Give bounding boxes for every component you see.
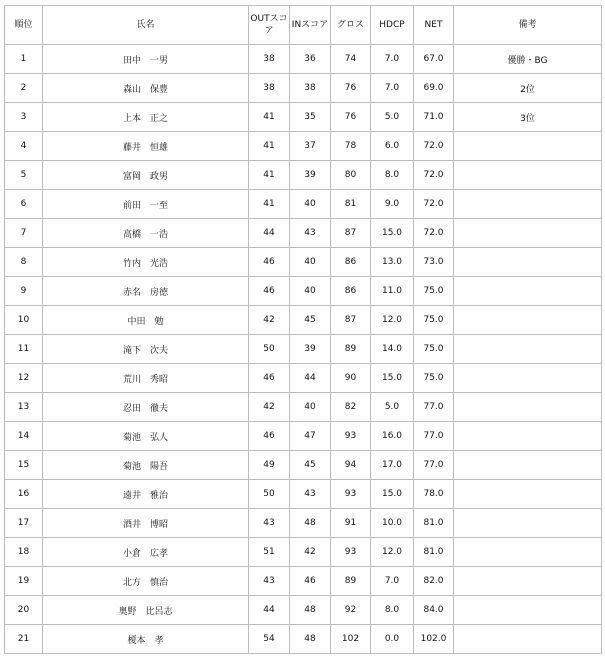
- table-row: [5, 538, 602, 567]
- cell-name: 酒井 博昭: [43, 509, 249, 538]
- header-gross: グロス: [331, 6, 371, 45]
- cell-note: [454, 451, 602, 480]
- cell-rank: 14: [5, 422, 43, 451]
- table-row: [5, 190, 602, 219]
- cell-note: [454, 596, 602, 625]
- cell-name: 北方 慎治: [43, 567, 249, 596]
- cell-name: 上本 正之: [43, 103, 249, 132]
- cell-note: [454, 364, 602, 393]
- cell-rank: 15: [5, 451, 43, 480]
- cell-gross: 90: [331, 364, 371, 393]
- cell-gross: 74: [331, 45, 371, 74]
- cell-out-score: 46: [249, 277, 290, 306]
- cell-note: [454, 393, 602, 422]
- cell-out-score: 43: [249, 567, 290, 596]
- cell-hdcp: 16.0: [371, 422, 414, 451]
- cell-note: [454, 567, 602, 596]
- cell-gross: 94: [331, 451, 371, 480]
- cell-out-score: 46: [249, 364, 290, 393]
- table-row: [5, 422, 602, 451]
- cell-name: 前田 一至: [43, 190, 249, 219]
- cell-gross: 87: [331, 306, 371, 335]
- cell-out-score: 38: [249, 45, 290, 74]
- cell-note: 3位: [454, 103, 602, 132]
- cell-name: 森山 保豊: [43, 74, 249, 103]
- cell-note: 優勝・BG: [454, 45, 602, 74]
- cell-in-score: 42: [290, 538, 331, 567]
- cell-net: 67.0: [414, 45, 454, 74]
- cell-note: [454, 538, 602, 567]
- cell-hdcp: 7.0: [371, 74, 414, 103]
- cell-in-score: 40: [290, 277, 331, 306]
- cell-rank: 9: [5, 277, 43, 306]
- cell-rank: 5: [5, 161, 43, 190]
- cell-rank: 4: [5, 132, 43, 161]
- cell-in-score: 38: [290, 74, 331, 103]
- cell-gross: 93: [331, 538, 371, 567]
- cell-gross: 93: [331, 480, 371, 509]
- cell-name: 赤名 房徳: [43, 277, 249, 306]
- cell-net: 82.0: [414, 567, 454, 596]
- cell-rank: 18: [5, 538, 43, 567]
- cell-name: 高橋 一浩: [43, 219, 249, 248]
- cell-gross: 92: [331, 596, 371, 625]
- cell-note: [454, 219, 602, 248]
- cell-hdcp: 15.0: [371, 364, 414, 393]
- cell-in-score: 45: [290, 451, 331, 480]
- cell-in-score: 40: [290, 248, 331, 277]
- header-in-score: INスコア: [290, 6, 331, 45]
- cell-name: 遠井 雅治: [43, 480, 249, 509]
- cell-name: 榎本 孝: [43, 625, 249, 654]
- cell-rank: 19: [5, 567, 43, 596]
- cell-in-score: 37: [290, 132, 331, 161]
- cell-out-score: 46: [249, 248, 290, 277]
- cell-gross: 76: [331, 74, 371, 103]
- cell-in-score: 45: [290, 306, 331, 335]
- cell-net: 75.0: [414, 277, 454, 306]
- cell-out-score: 51: [249, 538, 290, 567]
- cell-note: [454, 480, 602, 509]
- header-out-score: OUTスコア: [249, 6, 290, 45]
- cell-rank: 2: [5, 74, 43, 103]
- table-row: [5, 248, 602, 277]
- cell-name: 奥野 比呂志: [43, 596, 249, 625]
- cell-out-score: 41: [249, 103, 290, 132]
- cell-gross: 93: [331, 422, 371, 451]
- cell-net: 72.0: [414, 219, 454, 248]
- cell-hdcp: 8.0: [371, 596, 414, 625]
- cell-rank: 21: [5, 625, 43, 654]
- cell-net: 73.0: [414, 248, 454, 277]
- cell-gross: 80: [331, 161, 371, 190]
- cell-rank: 7: [5, 219, 43, 248]
- cell-net: 84.0: [414, 596, 454, 625]
- cell-net: 75.0: [414, 335, 454, 364]
- cell-gross: 86: [331, 248, 371, 277]
- cell-out-score: 44: [249, 219, 290, 248]
- cell-in-score: 47: [290, 422, 331, 451]
- table-row: [5, 45, 602, 74]
- cell-out-score: 49: [249, 451, 290, 480]
- table-row: [5, 393, 602, 422]
- cell-net: 75.0: [414, 364, 454, 393]
- cell-out-score: 42: [249, 393, 290, 422]
- cell-hdcp: 12.0: [371, 306, 414, 335]
- cell-out-score: 44: [249, 596, 290, 625]
- cell-rank: 20: [5, 596, 43, 625]
- cell-in-score: 48: [290, 509, 331, 538]
- cell-hdcp: 8.0: [371, 161, 414, 190]
- header-row: [5, 6, 602, 45]
- cell-name: 菊池 陽吾: [43, 451, 249, 480]
- cell-rank: 12: [5, 364, 43, 393]
- cell-hdcp: 10.0: [371, 509, 414, 538]
- table-row: [5, 335, 602, 364]
- cell-hdcp: 9.0: [371, 190, 414, 219]
- cell-in-score: 40: [290, 190, 331, 219]
- cell-out-score: 41: [249, 161, 290, 190]
- cell-note: [454, 422, 602, 451]
- table-row: [5, 103, 602, 132]
- cell-out-score: 46: [249, 422, 290, 451]
- cell-gross: 87: [331, 219, 371, 248]
- cell-in-score: 43: [290, 480, 331, 509]
- cell-out-score: 38: [249, 74, 290, 103]
- cell-gross: 86: [331, 277, 371, 306]
- table-header: [5, 6, 602, 45]
- cell-gross: 82: [331, 393, 371, 422]
- header-rank: 順位: [5, 6, 43, 45]
- cell-in-score: 43: [290, 219, 331, 248]
- table-row: [5, 567, 602, 596]
- cell-name: 田中 一男: [43, 45, 249, 74]
- cell-rank: 11: [5, 335, 43, 364]
- table-row: [5, 480, 602, 509]
- cell-note: [454, 335, 602, 364]
- cell-rank: 17: [5, 509, 43, 538]
- cell-hdcp: 15.0: [371, 219, 414, 248]
- cell-net: 72.0: [414, 132, 454, 161]
- cell-name: 菊池 弘人: [43, 422, 249, 451]
- cell-rank: 3: [5, 103, 43, 132]
- cell-hdcp: 12.0: [371, 538, 414, 567]
- cell-net: 71.0: [414, 103, 454, 132]
- cell-out-score: 43: [249, 509, 290, 538]
- cell-net: 75.0: [414, 306, 454, 335]
- cell-in-score: 35: [290, 103, 331, 132]
- cell-note: 2位: [454, 74, 602, 103]
- table-row: [5, 451, 602, 480]
- cell-name: 富岡 政男: [43, 161, 249, 190]
- cell-rank: 13: [5, 393, 43, 422]
- cell-name: 忍田 徹夫: [43, 393, 249, 422]
- cell-name: 藤井 恒雄: [43, 132, 249, 161]
- cell-net: 81.0: [414, 538, 454, 567]
- cell-in-score: 46: [290, 567, 331, 596]
- cell-net: 69.0: [414, 74, 454, 103]
- cell-hdcp: 11.0: [371, 277, 414, 306]
- table-row: [5, 277, 602, 306]
- cell-note: [454, 625, 602, 654]
- header-note: 備考: [454, 6, 602, 45]
- cell-note: [454, 248, 602, 277]
- cell-gross: 89: [331, 567, 371, 596]
- header-hdcp: HDCP: [371, 6, 414, 45]
- cell-gross: 102: [331, 625, 371, 654]
- cell-in-score: 48: [290, 625, 331, 654]
- cell-note: [454, 161, 602, 190]
- cell-out-score: 54: [249, 625, 290, 654]
- cell-net: 81.0: [414, 509, 454, 538]
- cell-out-score: 50: [249, 480, 290, 509]
- cell-note: [454, 306, 602, 335]
- cell-hdcp: 5.0: [371, 103, 414, 132]
- table-row: [5, 509, 602, 538]
- table-row: [5, 625, 602, 654]
- cell-name: 中田 勉: [43, 306, 249, 335]
- table-row: [5, 132, 602, 161]
- cell-in-score: 40: [290, 393, 331, 422]
- table-row: [5, 161, 602, 190]
- cell-out-score: 50: [249, 335, 290, 364]
- cell-hdcp: 0.0: [371, 625, 414, 654]
- cell-hdcp: 6.0: [371, 132, 414, 161]
- cell-name: 滝下 次夫: [43, 335, 249, 364]
- cell-note: [454, 277, 602, 306]
- table-row: [5, 306, 602, 335]
- table-row: [5, 219, 602, 248]
- cell-gross: 91: [331, 509, 371, 538]
- cell-name: 小倉 広孝: [43, 538, 249, 567]
- cell-hdcp: 14.0: [371, 335, 414, 364]
- cell-gross: 76: [331, 103, 371, 132]
- table-row: [5, 364, 602, 393]
- cell-rank: 6: [5, 190, 43, 219]
- cell-in-score: 39: [290, 335, 331, 364]
- cell-in-score: 44: [290, 364, 331, 393]
- cell-out-score: 41: [249, 190, 290, 219]
- header-net: NET: [414, 6, 454, 45]
- cell-out-score: 42: [249, 306, 290, 335]
- cell-gross: 78: [331, 132, 371, 161]
- cell-net: 72.0: [414, 190, 454, 219]
- cell-in-score: 39: [290, 161, 331, 190]
- cell-note: [454, 509, 602, 538]
- cell-hdcp: 7.0: [371, 45, 414, 74]
- cell-net: 78.0: [414, 480, 454, 509]
- cell-rank: 10: [5, 306, 43, 335]
- cell-note: [454, 132, 602, 161]
- cell-hdcp: 17.0: [371, 451, 414, 480]
- cell-net: 72.0: [414, 161, 454, 190]
- cell-rank: 8: [5, 248, 43, 277]
- cell-net: 77.0: [414, 451, 454, 480]
- cell-hdcp: 7.0: [371, 567, 414, 596]
- cell-net: 77.0: [414, 393, 454, 422]
- cell-net: 102.0: [414, 625, 454, 654]
- cell-in-score: 36: [290, 45, 331, 74]
- cell-name: 荒川 秀昭: [43, 364, 249, 393]
- cell-out-score: 41: [249, 132, 290, 161]
- header-name: 氏名: [43, 6, 249, 45]
- table-body: [5, 45, 602, 654]
- cell-hdcp: 15.0: [371, 480, 414, 509]
- cell-gross: 81: [331, 190, 371, 219]
- cell-net: 77.0: [414, 422, 454, 451]
- cell-gross: 89: [331, 335, 371, 364]
- cell-in-score: 48: [290, 596, 331, 625]
- results-table: [4, 5, 602, 654]
- table-row: [5, 596, 602, 625]
- cell-hdcp: 5.0: [371, 393, 414, 422]
- table-row: [5, 74, 602, 103]
- cell-rank: 1: [5, 45, 43, 74]
- cell-note: [454, 190, 602, 219]
- cell-hdcp: 13.0: [371, 248, 414, 277]
- cell-name: 竹内 光浩: [43, 248, 249, 277]
- cell-rank: 16: [5, 480, 43, 509]
